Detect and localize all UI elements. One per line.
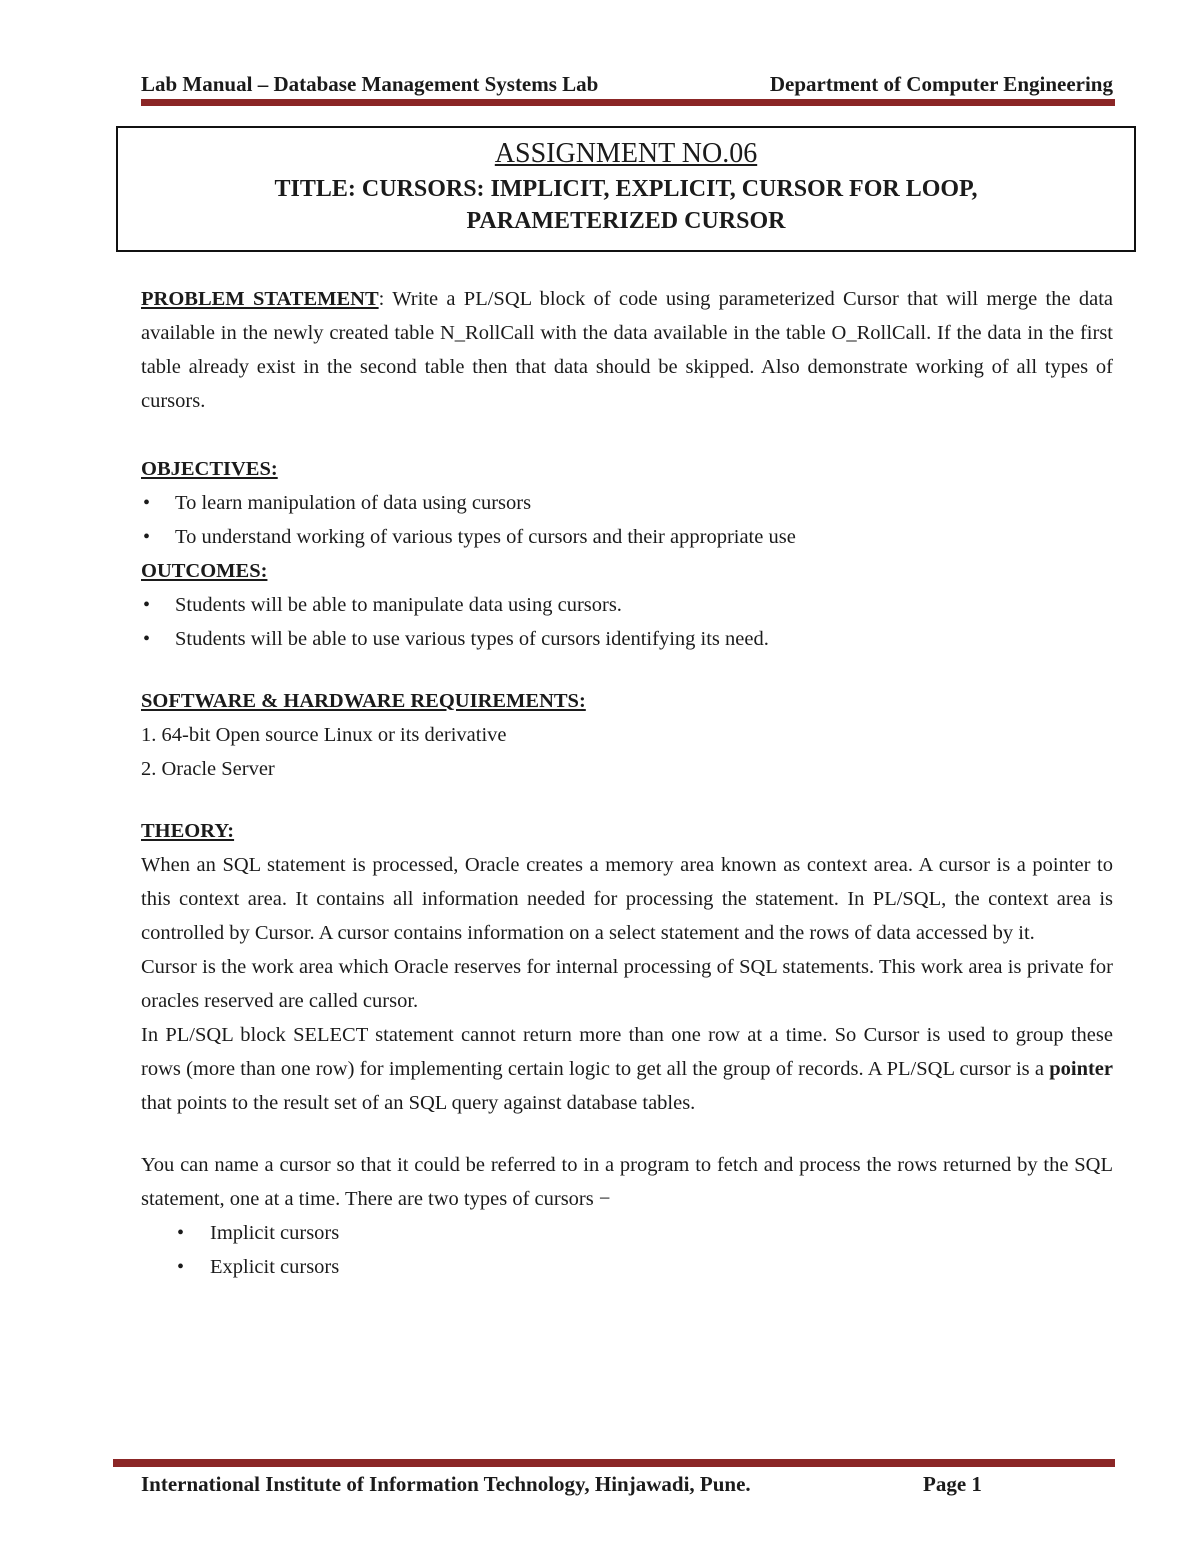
title-line-2: PARAMETERIZED CURSOR <box>466 208 786 234</box>
requirement-item: 2. Oracle Server <box>141 758 275 780</box>
theory-p3-bold-pointer: pointer <box>1049 1058 1113 1080</box>
footer-rule <box>113 1459 1115 1467</box>
theory-paragraph-4: You can name a cursor so that it could be referred to in a program to fetch and process the rows returned by the SQL statement, one at a time. There are two types of cursors − <box>141 1154 1113 1210</box>
outcomes-heading: OUTCOMES: <box>141 560 268 582</box>
theory-p3-start: In PL/SQL block SELECT statement cannot return more than one row at a time. So Cursor is used to group these rows (more than one row) for implementing certain logic to get all the group of records. A PL/SQL cursor is a <box>141 1024 1113 1080</box>
outcomes-list <box>141 588 1113 656</box>
theory-p3-end: that points to the result set of an SQL query against database tables. <box>141 1092 696 1114</box>
page-number: Page 1 <box>923 1472 982 1496</box>
list-item: • Explicit cursors <box>141 1250 1113 1284</box>
objectives-list <box>141 486 1113 554</box>
list-item: • Implicit cursors <box>141 1216 1113 1250</box>
title-line-1: TITLE: CURSORS: IMPLICIT, EXPLICIT, CURSOR FOR LOOP, <box>274 176 978 202</box>
spacer <box>141 786 1113 814</box>
problem-statement <box>141 282 1113 418</box>
spacer <box>141 1120 1113 1148</box>
requirements-heading: SOFTWARE & HARDWARE REQUIREMENTS: <box>141 690 586 712</box>
header-rule <box>141 99 1115 106</box>
spacer <box>141 418 1113 452</box>
theory-paragraph-1: When an SQL statement is processed, Oracle creates a memory area known as context area. A cursor is a pointer to this context area. It contains all information needed for processing the statement. In PL/SQL, the context area is controlled by Cursor. A cursor contains information on a select statement and the rows of data accessed by it. <box>141 854 1113 944</box>
spacer <box>141 656 1113 684</box>
assignment-number: ASSIGNMENT NO.06 <box>494 138 758 169</box>
assignment-title-box <box>116 126 1136 252</box>
footer-institute: International Institute of Information Technology, Hinjawadi, Pune. <box>141 1472 751 1496</box>
list-item: • To understand working of various types of cursors and their appropriate use <box>141 520 1113 554</box>
list-item: • To learn manipulation of data using cursors <box>141 486 1113 520</box>
header-department: Department of Computer Engineering <box>769 72 1113 96</box>
theory-heading: THEORY: <box>141 820 235 842</box>
main-content <box>141 282 1113 1284</box>
page-header <box>141 70 1113 100</box>
requirement-item: 1. 64-bit Open source Linux or its derivative <box>141 724 507 746</box>
problem-statement-label: PROBLEM STATEMENT <box>141 288 379 310</box>
problem-statement-text: : Write a PL/SQL block of code using parameterized Cursor that will merge the data available in the newly created table N_RollCall with the data available in the table O_RollCall. If the data in the first table already exist in the second table then that data should be skipped. Also demonstrate working of all types of cursors. <box>141 288 1113 412</box>
header-lab-manual-title: Lab Manual – Database Management Systems Lab <box>141 72 599 96</box>
list-item: • Students will be able to manipulate data using cursors. <box>141 588 1113 622</box>
cursor-types-list <box>141 1216 1113 1284</box>
objectives-heading: OBJECTIVES: <box>141 458 278 480</box>
theory-paragraph-2: Cursor is the work area which Oracle reserves for internal processing of SQL statements. This work area is private for oracles reserved are called cursor. <box>141 956 1113 1012</box>
theory-paragraph-3 <box>141 1018 1113 1120</box>
list-item: • Students will be able to use various types of cursors identifying its need. <box>141 622 1113 656</box>
